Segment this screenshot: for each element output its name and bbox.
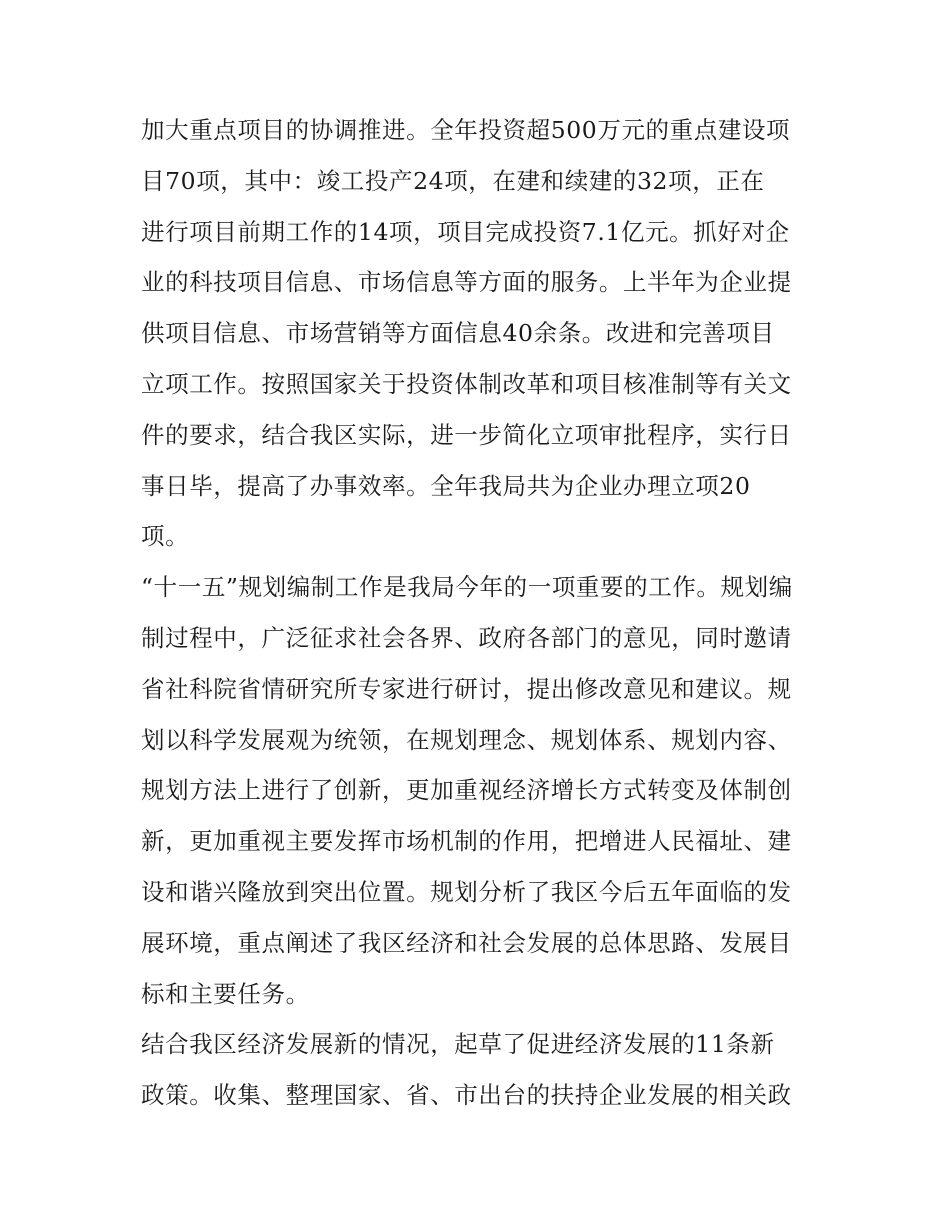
document-body — [141, 105, 813, 1121]
text-line: 件的要求，结合我区实际，进一步简化立项审批程序，实行日 — [141, 420, 792, 449]
text-line: 供项目信息、市场营销等方面信息40余条。改进和完善项目 — [141, 319, 775, 348]
text-line: 制过程中，广泛征求社会各界、政府各部门的意见，同时邀请 — [141, 623, 792, 652]
text-line: “十一五”规划编制工作是我局今年的一项重要的工作。规划编 — [141, 573, 793, 602]
text-line: 新，更加重视主要发挥市场机制的作用，把增进人民福址、建 — [141, 827, 792, 856]
text-line: 省社科院省情研究所专家进行研讨，提出修改意见和建议。规 — [141, 674, 792, 703]
text-line: 业的科技项目信息、市场信息等方面的服务。上半年为企业提 — [141, 268, 792, 297]
text-line: 规划方法上进行了创新，更加重视经济增长方式转变及体制创 — [141, 776, 792, 805]
text-line: 加大重点项目的协调推进。全年投资超500万元的重点建设项 — [141, 116, 791, 144]
text-line: 项。 — [141, 522, 190, 551]
text-line: 政策。收集、整理国家、省、市出台的扶持企业发展的相关政 — [141, 1081, 792, 1110]
text-line: 标和主要任务。 — [141, 979, 310, 1008]
text-line: 进行项目前期工作的14项，项目完成投资7.1亿元。抓好对企 — [141, 217, 790, 246]
text-line: 目70项，其中：竣工投产24项，在建和续建的32项，正在 — [141, 166, 765, 195]
text-line: 立项工作。按照国家关于投资体制改革和项目核准制等有关文 — [141, 369, 792, 398]
text-line: 事日毕，提高了办事效率。全年我局共为企业办理立项20 — [141, 471, 751, 500]
text-line: 展环境，重点阐述了我区经济和社会发展的总体思路、发展目 — [141, 928, 792, 957]
text-line: 划以科学发展观为统领，在规划理念、规划体系、规划内容、 — [141, 725, 792, 754]
text-line: 结合我区经济发展新的情况，起草了促进经济发展的11条新 — [141, 1030, 775, 1059]
text-line: 设和谐兴隆放到突出位置。规划分析了我区今后五年面临的发 — [141, 877, 792, 906]
